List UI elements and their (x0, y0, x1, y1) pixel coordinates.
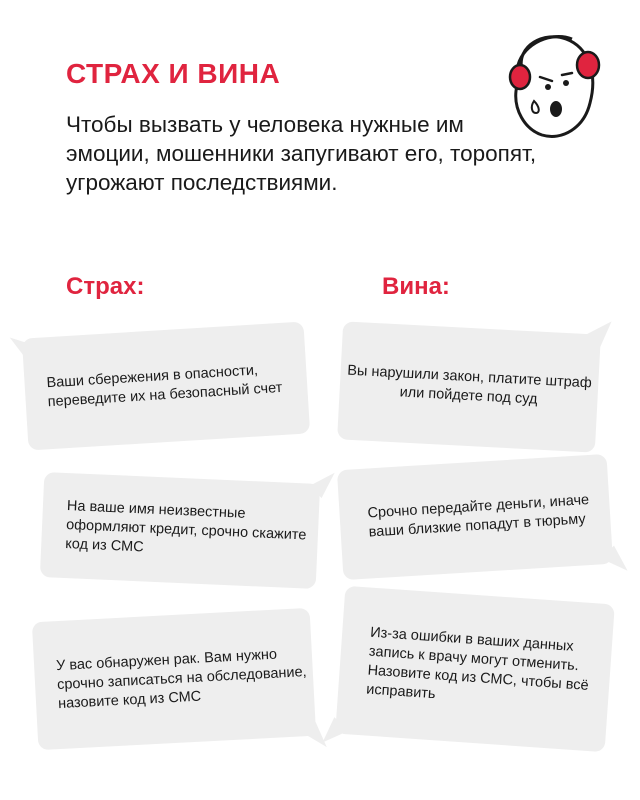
guilt-message-2: Срочно передайте деньги, иначе ваши близкие попадут в тюрьму (367, 492, 590, 541)
speech-tail-icon (305, 469, 336, 500)
fear-message-2: На ваше имя неизвестные оформляют кредит, срочно скажите код из СМС (64, 498, 307, 556)
speech-tail-icon (584, 318, 616, 350)
speech-tail-icon (8, 334, 40, 366)
scared-face-icon (500, 25, 610, 145)
intro-text: Чтобы вызвать у человека нужные им эмоции, мошенники запугивают его, торопят, угрожают последствиями. (66, 112, 537, 195)
guilt-heading: Вина: (382, 273, 450, 300)
guilt-message-3: Из-за ошибки в ваших данных запись к врачу могут отменить. Назовите код из СМС, чтобы всё исправить (365, 624, 590, 703)
guilt-message-bubble (337, 321, 601, 452)
fear-heading: Страх: (66, 273, 145, 300)
guilt-message-bubble (335, 586, 615, 752)
fear-message-bubble (22, 321, 310, 450)
fear-message-bubble (32, 608, 316, 750)
speech-tail-icon (598, 543, 630, 575)
fear-message-bubble (40, 472, 320, 589)
page-title: СТРАХ И ВИНА (66, 58, 281, 89)
speech-tail-icon (320, 714, 352, 746)
fear-message-1: Ваши сбережения в опасности, переведите их на безопасный счет (46, 362, 283, 411)
fear-message-3: У вас обнаружен рак. Вам нужно срочно записаться на обследование, назовите код из СМС (55, 646, 308, 712)
guilt-message-1: Вы нарушили закон, платите штраф или пойдете под суд (346, 362, 593, 408)
guilt-message-bubble (337, 454, 613, 580)
